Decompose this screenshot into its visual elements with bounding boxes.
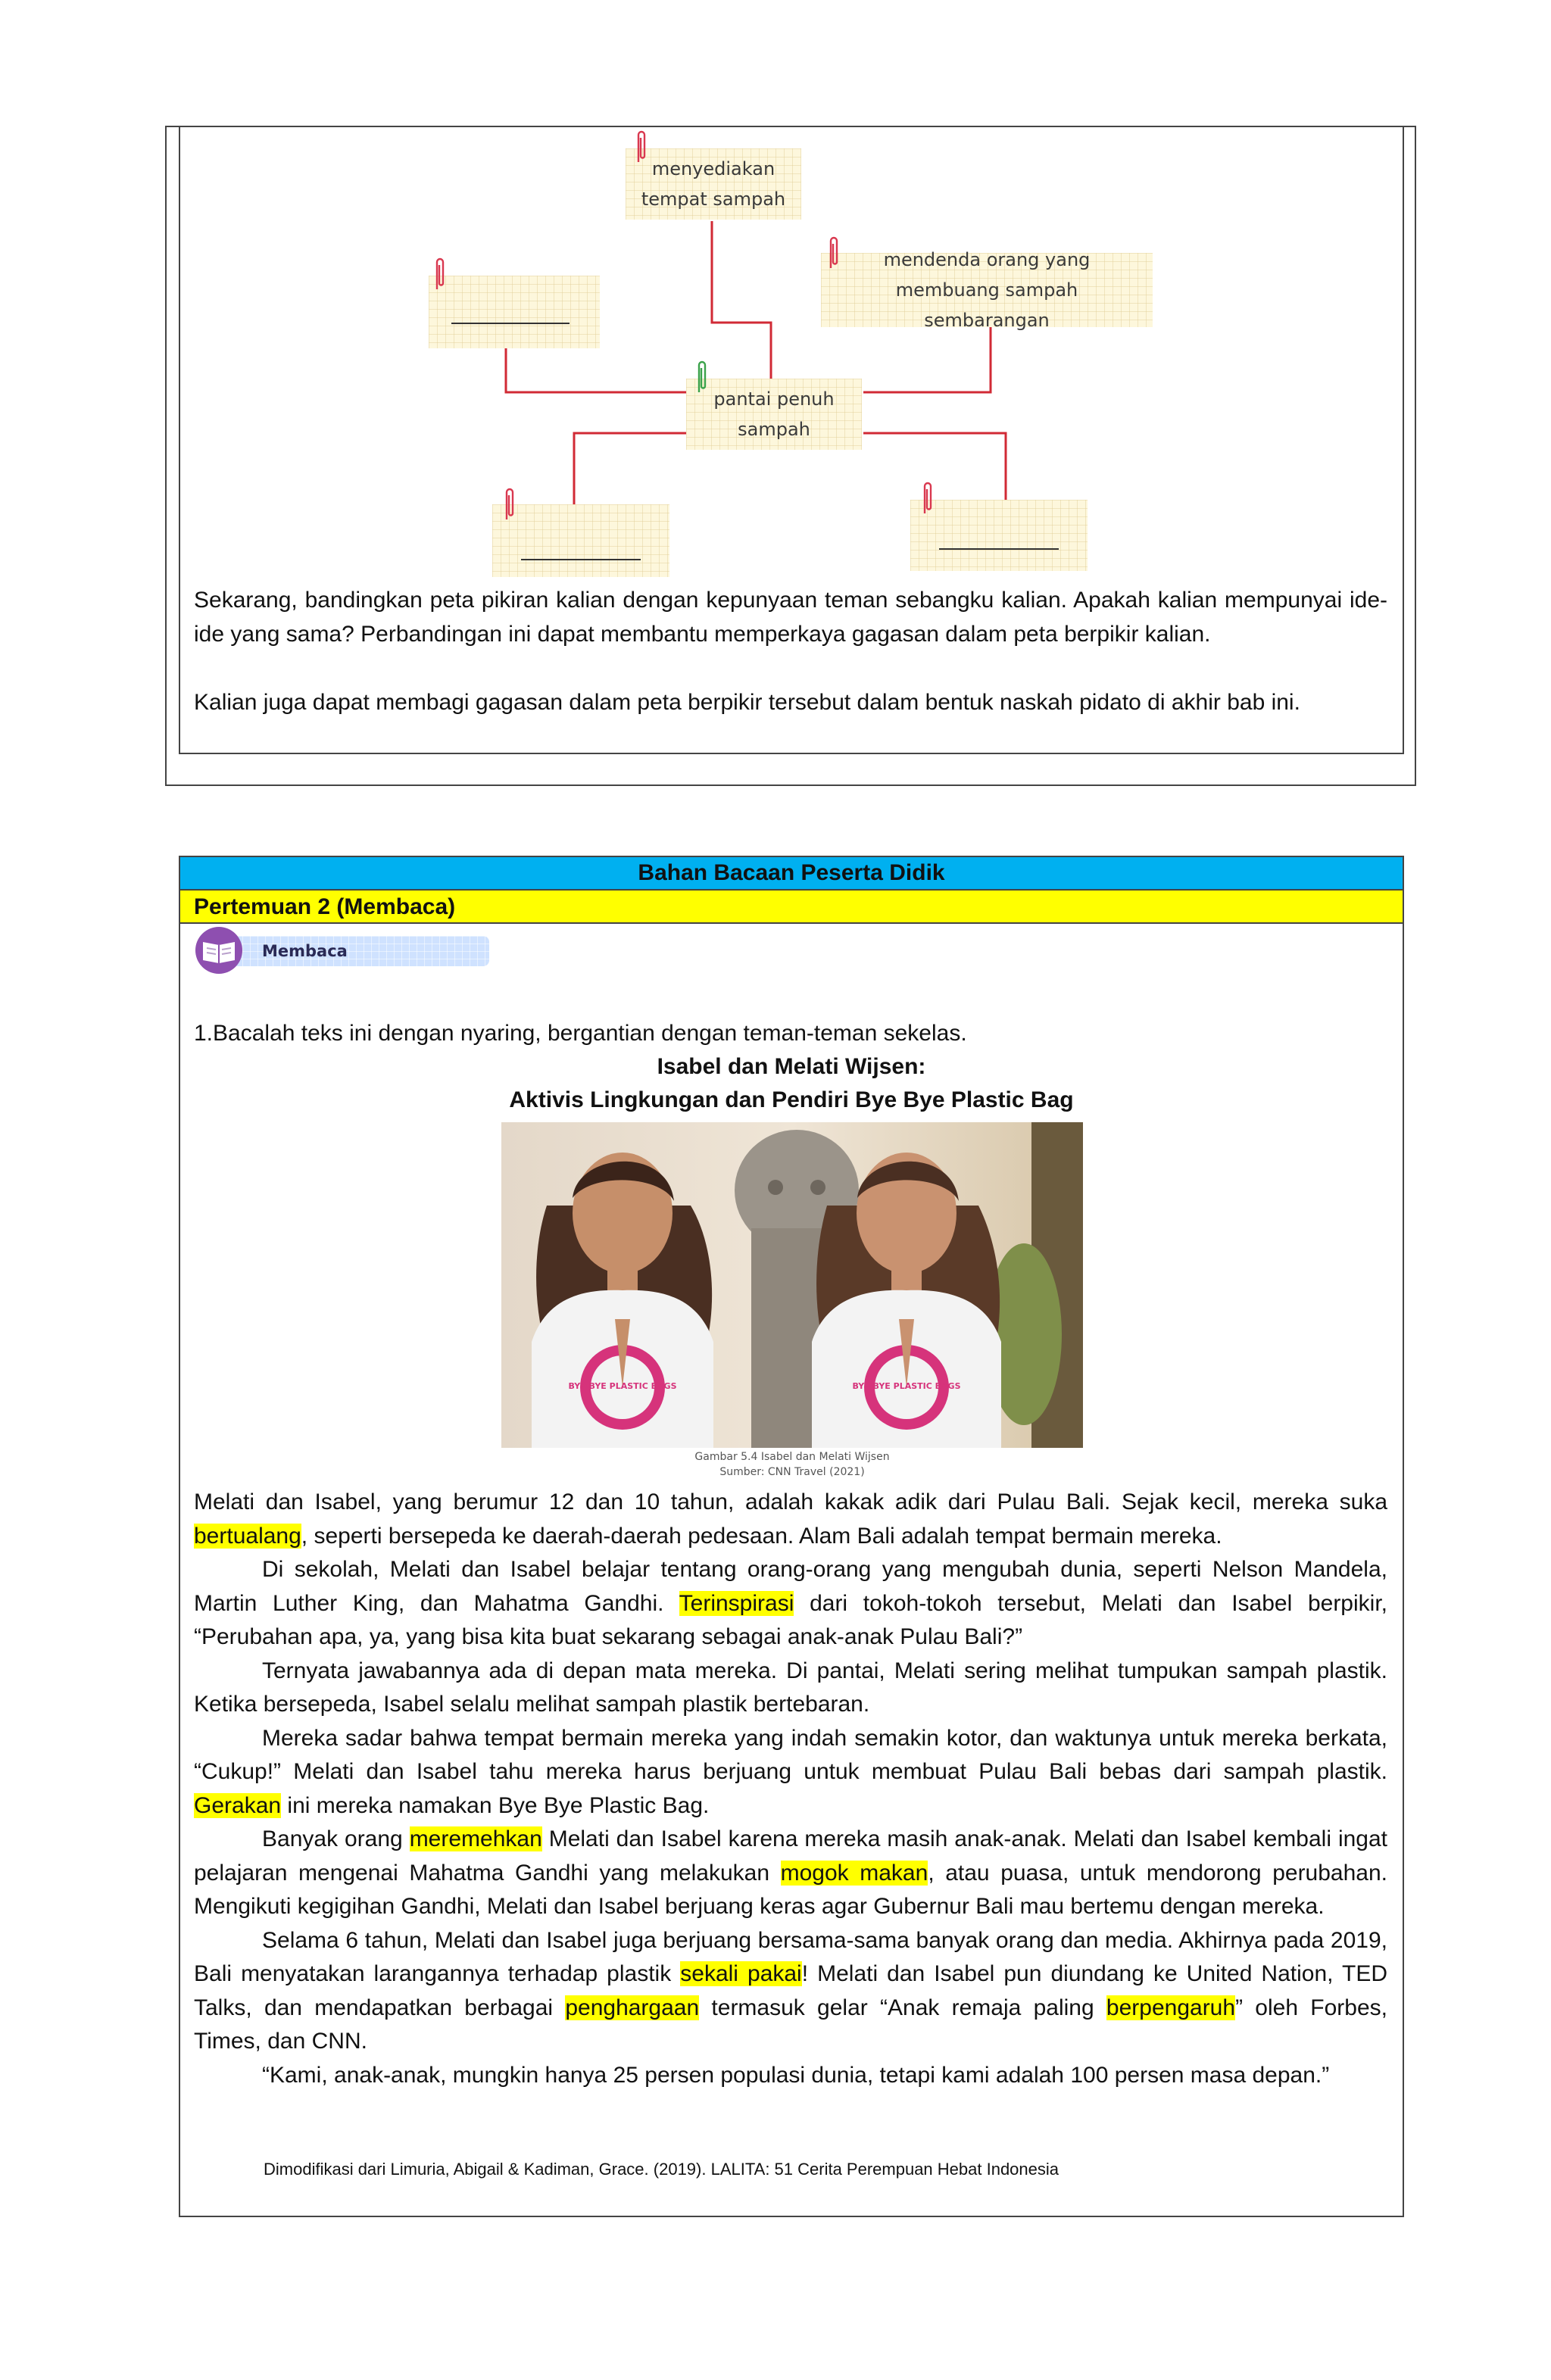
highlighted-word: sekali pakai: [680, 1961, 802, 1986]
paperclip-icon: [635, 129, 648, 164]
photo-caption-figure: Gambar 5.4 Isabel dan Melati Wijsen: [694, 1451, 890, 1463]
highlighted-word: Terinspirasi: [679, 1590, 794, 1616]
highlighted-word: berpengaruh: [1106, 1995, 1236, 2020]
photo-caption-source: Sumber: CNN Travel (2021): [719, 1466, 865, 1478]
compare-paragraph: Sekarang, bandingkan peta pikiran kalian dengan kepunyaan teman sebangku kalian. Apakah kalian mempunyai ide-ide yang sama? Perbandingan ini dapat membantu memperkaya gagasan dalam peta berpikir kalian.: [194, 588, 1387, 647]
text-run: , atau puasa, untuk mendorong perubahan. Mengikuti kegigihan Gandhi, Melati dan Isabel berjuang keras agar Gubernur Bali mau bertemu dengan mereka.: [194, 1860, 1387, 1919]
source-citation: Dimodifikasi dari Limuria, Abigail & Kadiman, Grace. (2019). LALITA: 51 Cerita Perempuan Hebat Indonesia: [264, 2160, 1059, 2179]
story-body: [194, 1486, 1387, 2092]
story-paragraph: [194, 1486, 1387, 1553]
story-paragraph: “Kami, anak-anak, mungkin hanya 25 persen populasi dunia, tetapi kami adalah 100 persen masa depan.”: [262, 2062, 1330, 2088]
meeting-title: Pertemuan 2 (Membaca): [180, 891, 1403, 924]
text-run: Selama 6 tahun, Melati dan Isabel juga berjuang bersama-sama banyak orang dan media. Akhirnya pada 2019, Bali menyatakan larangannya terhadap plastik: [194, 1927, 1387, 1986]
story-paragraph: [194, 1823, 1387, 1924]
story-title: Isabel dan Melati Wijsen:: [657, 1054, 926, 1079]
paperclip-layer: [0, 0, 1225, 530]
mindmap-note-right-text: mendenda orang yang membuang sampah sembarangan: [883, 249, 1091, 331]
text-run: Di sekolah, Melati dan Isabel belajar tentang orang-orang yang mengubah dunia, seperti Nelson Mandela, Martin Luther King, dan Mahatma Gandhi.: [194, 1557, 1387, 1616]
mindmap-note-top-text: menyediakan tempat sampah: [641, 158, 786, 210]
highlighted-word: mogok makan: [780, 1860, 928, 1886]
mindmap-note-center-text: pantai penuh sampah: [713, 388, 835, 440]
blank-answer-line: [939, 548, 1059, 550]
material-header: Bahan Bacaan Peserta Didik: [180, 857, 1403, 891]
highlighted-word: bertualang: [194, 1523, 301, 1549]
text-run: Banyak orang: [262, 1826, 410, 1851]
text-run: , seperti bersepeda ke daerah-daerah pedesaan. Alam Bali adalah tempat bermain mereka.: [301, 1523, 1222, 1549]
paperclip-icon: [503, 486, 516, 521]
highlighted-word: Gerakan: [194, 1792, 282, 1818]
open-book-icon: [194, 925, 247, 975]
story-subtitle: Aktivis Lingkungan dan Pendiri Bye Bye Plastic Bag: [509, 1087, 1074, 1112]
text-run: ! Melati dan Isabel pun diundang ke United Nation, TED Talks, dan mendapatkan berbagai: [194, 1961, 1387, 2020]
paperclip-icon: [433, 256, 447, 291]
highlighted-word: penghargaan: [565, 1995, 700, 2020]
highlighted-word: meremehkan: [409, 1826, 542, 1851]
share-paragraph: Kalian juga dapat membagi gagasan dalam peta berpikir tersebut dalam bentuk naskah pidato di akhir bab ini.: [194, 690, 1300, 715]
story-paragraph: Ternyata jawabannya ada di depan mata mereka. Di pantai, Melati sering melihat tumpukan sampah plastik. Ketika bersepeda, Isabel selalu melihat sampah plastik bertebaran.: [194, 1658, 1387, 1717]
isabel-melati-photo: [501, 1122, 1083, 1448]
paperclip-icon: [921, 480, 935, 515]
text-run: ini mereka namakan Bye Bye Plastic Bag.: [281, 1792, 710, 1818]
text-run: ” oleh Forbes, Times, dan CNN.: [194, 1995, 1387, 2054]
text-run: Mereka sadar bahwa tempat bermain mereka yang indah semakin kotor, dan waktunya untuk mereka berkata, “Cukup!” Melati dan Isabel tahu mereka harus berjuang untuk membuat Pulau Bali bebas dari sampah plastik.: [194, 1725, 1387, 1784]
story-paragraph: [194, 1553, 1387, 1655]
reading-badge-label: Membaca: [262, 942, 348, 960]
story-paragraph: [194, 1722, 1387, 1823]
text-run: termasuk gelar “Anak remaja paling: [699, 1995, 1106, 2020]
reading-instruction: 1.Bacalah teks ini dengan nyaring, bergantian dengan teman-teman sekelas.: [194, 1021, 967, 1046]
text-run: dari tokoh-tokoh tersebut, Melati dan Isabel berpikir, “Perubahan apa, ya, yang bisa kita buat sekarang sebagai anak-anak Pulau Bali?”: [194, 1590, 1387, 1649]
blank-answer-line: [521, 559, 641, 560]
text-run: Melati dan Isabel, yang berumur 12 dan 10 tahun, adalah kakak adik dari Pulau Bali. Sejak kecil, mereka suka: [194, 1489, 1387, 1514]
shirt-logo-text: BYE BYE PLASTIC BAGS: [852, 1381, 961, 1391]
paperclip-green-icon: [695, 359, 709, 394]
paperclip-icon: [827, 235, 841, 270]
story-paragraph: [194, 1924, 1387, 2059]
text-run: Melati dan Isabel karena mereka masih anak-anak. Melati dan Isabel kembali ingat pelajaran mengenai Mahatma Gandhi yang melakukan: [194, 1826, 1387, 1886]
shirt-logo-text: BYE BYE PLASTIC BAGS: [568, 1381, 677, 1391]
